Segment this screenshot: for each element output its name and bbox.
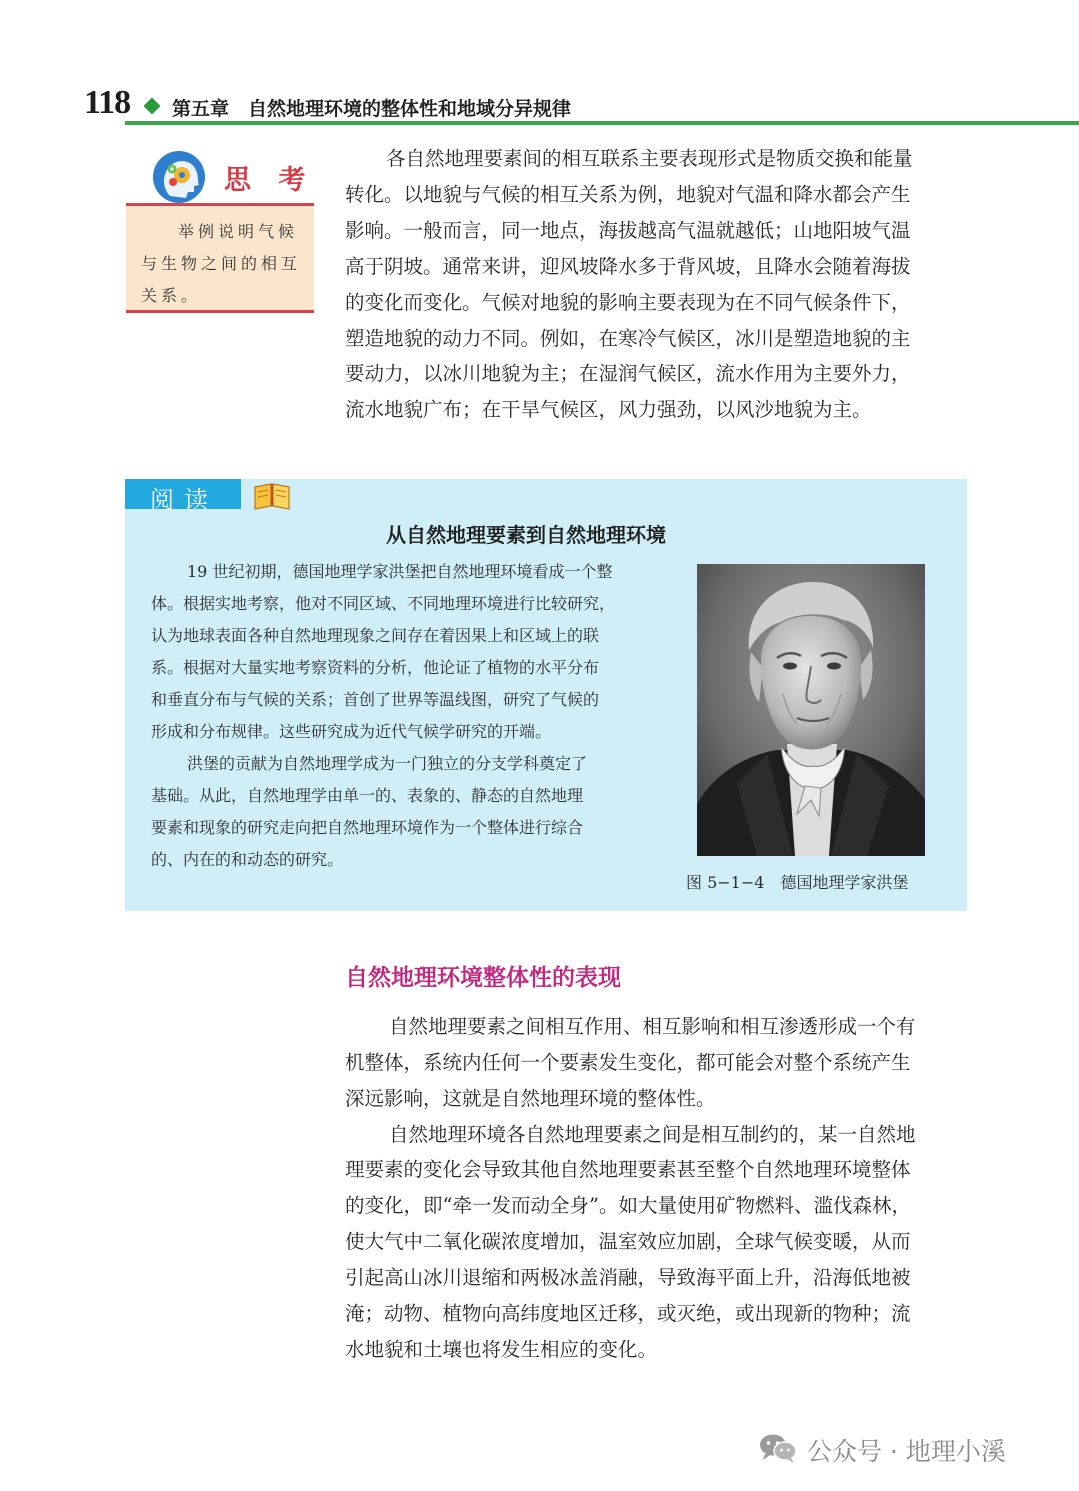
paragraph-line: 的变化，即“牵一发而动全身”。如大量使用矿物燃料、滥伐森林， <box>345 1194 911 1217</box>
reading-tab-label: 阅读 <box>150 486 218 514</box>
think-line: 与生物之间的相互 <box>141 254 302 273</box>
paragraph-line: 要动力，以冰川地貌为主；在湿润气候区，流水作用为主要外力， <box>345 362 911 385</box>
book-icon <box>252 481 292 511</box>
paragraph-line: 高于阴坡。通常来讲，迎风坡降水多于背风坡，且降水会随着海拔 <box>345 255 911 278</box>
paragraph-line: 引起高山冰川退缩和两极冰盖消融，导致海平面上升，沿海低地被 <box>345 1266 911 1289</box>
reading-line: 基础。从此，自然地理学由单一的、表象的、静态的自然地理 <box>151 786 584 805</box>
header-rule <box>125 121 1079 125</box>
think-line: 关系。 <box>141 286 202 305</box>
paragraph-line: 塑造地貌的动力不同。例如，在寒冷气候区，冰川是塑造地貌的主 <box>345 327 911 350</box>
reading-line: 洪堡的贡献为自然地理学成为一门独立的分支学科奠定了 <box>187 754 588 773</box>
paragraph-line: 影响。一般而言，同一地点，海拔越高气温就越低；山地阳坡气温 <box>345 219 911 242</box>
think-label: 思 考 <box>224 165 315 196</box>
reading-line: 和垂直分布与气候的关系；首创了世界等温线图，研究了气候的 <box>151 690 600 709</box>
paragraph-line: 深远影响，这就是自然地理环境的整体性。 <box>345 1087 716 1110</box>
wechat-icon <box>758 1432 798 1464</box>
reading-line: 体。根据实地考察，他对不同区域、不同地理环境进行比较研究， <box>151 594 616 613</box>
thinking-head-icon <box>152 150 206 204</box>
reading-line: 形成和分布规律。这些研究成为近代气候学研究的开端。 <box>151 722 552 741</box>
reading-line: 认为地球表面各种自然地理现象之间存在着因果上和区域上的联 <box>151 626 600 645</box>
paragraph-line: 各自然地理要素间的相互联系主要表现形式是物质交换和能量 <box>386 147 913 170</box>
paragraph-line: 转化。以地貌与气候的相互关系为例，地貌对气温和降水都会产生 <box>345 183 911 206</box>
paragraph-line: 理要素的变化会导致其他自然地理要素甚至整个自然地理环境整体 <box>345 1158 911 1181</box>
figure-caption: 图 5−1−4 德国地理学家洪堡 <box>686 873 909 892</box>
reading-line: 19 世纪初期，德国地理学家洪堡把自然地理环境看成一个整 <box>187 562 613 581</box>
paragraph-line: 水地貌和土壤也将发生相应的变化。 <box>345 1338 658 1361</box>
chapter-title: 第五章 自然地理环境的整体性和地域分异规律 <box>172 98 572 120</box>
reading-line: 的、内在的和动态的研究。 <box>151 850 344 869</box>
paragraph-line: 机整体，系统内任何一个要素发生变化，都可能会对整个系统产生 <box>345 1051 911 1074</box>
paragraph-line: 自然地理要素之间相互作用、相互影响和相互渗透形成一个有 <box>389 1015 916 1038</box>
paragraph-line: 自然地理环境各自然地理要素之间是相互制约的，某一自然地 <box>389 1123 916 1146</box>
reading-title: 从自然地理要素到自然地理环境 <box>386 523 666 547</box>
paragraph-line: 的变化而变化。气候对地貌的影响主要表现为在不同气候条件下， <box>345 291 911 314</box>
humboldt-portrait <box>697 564 925 856</box>
section-heading: 自然地理环境整体性的表现 <box>345 965 621 991</box>
reading-line: 要素和现象的研究走向把自然地理环境作为一个整体进行综合 <box>151 818 584 837</box>
paragraph-line: 使大气中二氧化碳浓度增加，温室效应加剧，全球气候变暖，从而 <box>345 1230 911 1253</box>
watermark-text: 公众号 · 地理小溪 <box>807 1437 1006 1466</box>
page-number: 118 <box>84 84 131 121</box>
paragraph-line: 流水地貌广布；在干旱气候区，风力强劲，以风沙地貌为主。 <box>345 398 872 421</box>
reading-line: 系。根据对大量实地考察资料的分析，他论证了植物的水平分布 <box>151 658 600 677</box>
paragraph-line: 淹；动物、植物向高纬度地区迁移，或灭绝，或出现新的物种；流 <box>345 1302 911 1325</box>
think-line: 举例说明气候 <box>178 222 299 241</box>
diamond-bullet-icon <box>144 98 161 115</box>
